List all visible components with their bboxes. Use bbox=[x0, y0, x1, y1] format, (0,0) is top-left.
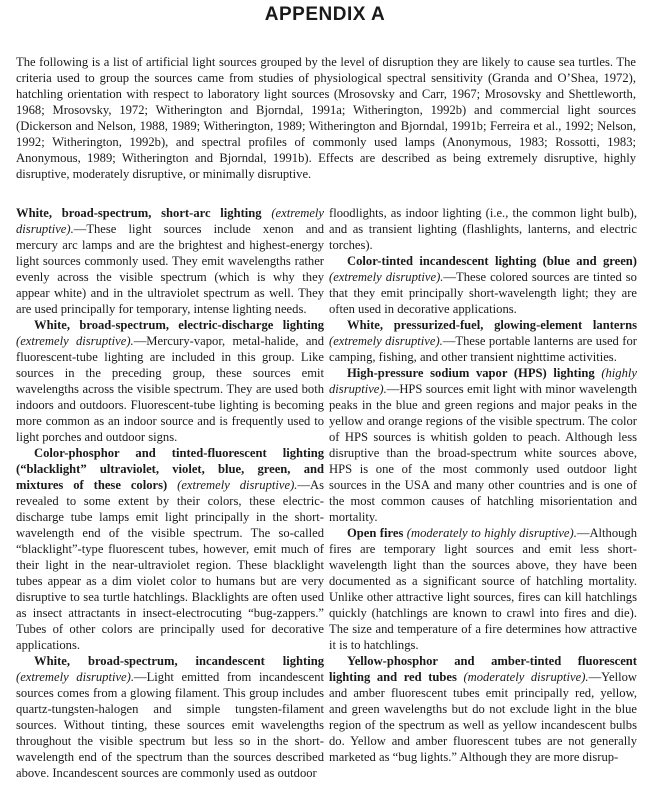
appendix-heading: APPENDIX A bbox=[264, 4, 386, 25]
entry-level: (extremely disruptive). bbox=[16, 206, 324, 236]
entry-short-arc bbox=[16, 205, 324, 317]
entry-level: (extremely disruptive). bbox=[329, 270, 444, 284]
entry-level: (extremely disruptive). bbox=[177, 478, 298, 492]
entry-hps bbox=[329, 365, 637, 525]
entry-level: (moderately disruptive). bbox=[463, 670, 589, 684]
entry-text: —HPS sources emit light with minor wavelength peaks in the blue and green regions and major peaks in the yellow and orange regions of the visible spectrum. The color of HPS sources is whitish golden to peach. Although less disruptive than the broad-spectrum white sources above, HPS is one of the most commonly used outdoor light sources in the USA and many other countries and is one of the most common causes of hatchling misorientation and mortality. bbox=[329, 382, 637, 524]
entry-term: Color-phosphor and tinted-fluorescent lighting (“blacklight” ultraviolet, violet, blue, green, and mixtures of these colors) bbox=[16, 446, 324, 492]
entry-level: (extremely disruptive). bbox=[329, 334, 443, 348]
entry-open-fires bbox=[329, 525, 637, 653]
entry-color-tinted-incandescent bbox=[329, 253, 637, 317]
right-column bbox=[329, 205, 637, 765]
entry-level: (extremely disruptive). bbox=[16, 334, 134, 348]
entry-term: White, broad-spectrum, short-arc lighting bbox=[16, 206, 262, 220]
entry-level: (highly disruptive). bbox=[329, 366, 637, 396]
entry-text: —As revealed to some extent by their colors, these electric-discharge tube lamps emit light principally in the short-wavelength end of the visible spectrum. The so-called “blacklight”-type fluorescent tubes, however, emit much of their light in the near-ultraviolet region. These blacklight tubes appear as a dim violet color to humans but are very disruptive to sea turtle hatchlings. Blacklights are often used as insect attractants in insect-electrocuting “bug-zappers.” Tubes of other colors are principally used for decorative applications. bbox=[16, 478, 325, 652]
entry-term: White, broad-spectrum, incandescent lighting bbox=[34, 654, 324, 668]
entry-text: —These colored sources are tinted so that they emit principally short-wavelength light; they are often used in decorative applications. bbox=[329, 270, 637, 316]
entry-yellow-phosphor bbox=[329, 653, 637, 765]
continuation-text: floodlights, as indoor lighting (i.e., the common light bulb), and as transient lighting (flashlights, lanterns, and electric torches). bbox=[329, 206, 637, 252]
entry-text: —Although fires are temporary light sources and emit less short-wavelength light than the sources above, they have been documented as a significant source of hatchling mortality. Unlike other attractive light sources, fires can kill hatchlings quickly (hatchlings are known to crawl into fires and die). The size and temperature of a fire determines how attractive it is to hatchlings. bbox=[329, 526, 638, 652]
entry-color-phosphor bbox=[16, 445, 324, 653]
entry-incandescent bbox=[16, 653, 324, 781]
entry-term: Open fires bbox=[347, 526, 404, 540]
entry-term: Yellow-phosphor and amber-tinted fluorescent lighting and red tubes bbox=[329, 654, 637, 684]
entry-text: —These light sources include xenon and mercury arc lamps and are the brightest and highest-energy light sources commonly used. They emit wavelengths rather evenly across the visible spectrum (which is why they appear white) and in the ultraviolet spectrum as well. They are used principally for temporary, intense lighting needs. bbox=[16, 222, 324, 316]
entry-level: (extremely disruptive). bbox=[16, 670, 134, 684]
entry-level: (moderately to highly disruptive). bbox=[406, 526, 577, 540]
left-column bbox=[16, 205, 324, 781]
entry-text: —Yellow and amber fluorescent tubes emit principally red, yellow, and green wavelengths but do not exclude light in the blue region of the spectrum as well as yellow incandescent bulbs do. Yellow and amber fluorescent tubes are not generally marketed as “bug lights.” Although they are more disrup- bbox=[329, 670, 637, 764]
intro-paragraph: The following is a list of artificial light sources grouped by the level of disruption they are likely to cause sea turtles. The criteria used to group the sources came from studies of physiological spectral sensitivity (Granda and O’Shea, 1972), hatchling orientation with respect to laboratory light sources (Mrosovsky and Carr, 1967; Mrosovsky and Shettleworth, 1968; Mrosovsky, 1972; Witherington and Bjorndal, 1991a; Witherington, 1992b) and commercial light sources (Dickerson and Nelson, 1988, 1989; Witherington, 1989; Witherington and Bjorndal, 1991b; Ferreira et al., 1992; Nelson, 1992; Witherington, 1992b), and spectral profiles of commonly used lamps (Anonymous, 1983; Rossotti, 1983; Anonymous, 1989; Witherington and Bjorndal, 1991b). Effects are described as being extremely disruptive, highly disruptive, moderately disruptive, or minimally disruptive. bbox=[16, 55, 636, 181]
entry-term: White, broad-spectrum, electric-discharge lighting bbox=[34, 318, 324, 332]
entry-electric-discharge bbox=[16, 317, 324, 445]
entry-term: Color-tinted incandescent lighting (blue and green) bbox=[347, 254, 637, 268]
entry-text: —These portable lanterns are used for camping, fishing, and other transient nighttime activities. bbox=[329, 334, 637, 364]
entry-text: —Mercury-vapor, metal-halide, and fluorescent-tube lighting are included in this group. Like sources in the preceding group, these sources emit wavelengths across the visible spectrum. They are used both indoors and outdoors. Fluorescent-tube lighting is becoming more common as an indoor source and is frequently used to light porches and outdoor signs. bbox=[16, 334, 325, 444]
entry-term: High-pressure sodium vapor (HPS) lighting bbox=[347, 366, 595, 380]
entry-text: —Light emitted from incandescent sources comes from a glowing filament. This group includes quartz-tungsten-halogen and simple tungsten-filament sources. Without tinting, these sources emit wavelengths throughout the visible spectrum but less so in the short-wavelength end of the spectrum than the sources described above. Incandescent sources are commonly used as outdoor bbox=[16, 670, 325, 780]
entry-pressurized-lanterns bbox=[329, 317, 637, 365]
entry-term: White, pressurized-fuel, glowing-element lanterns bbox=[347, 318, 637, 332]
